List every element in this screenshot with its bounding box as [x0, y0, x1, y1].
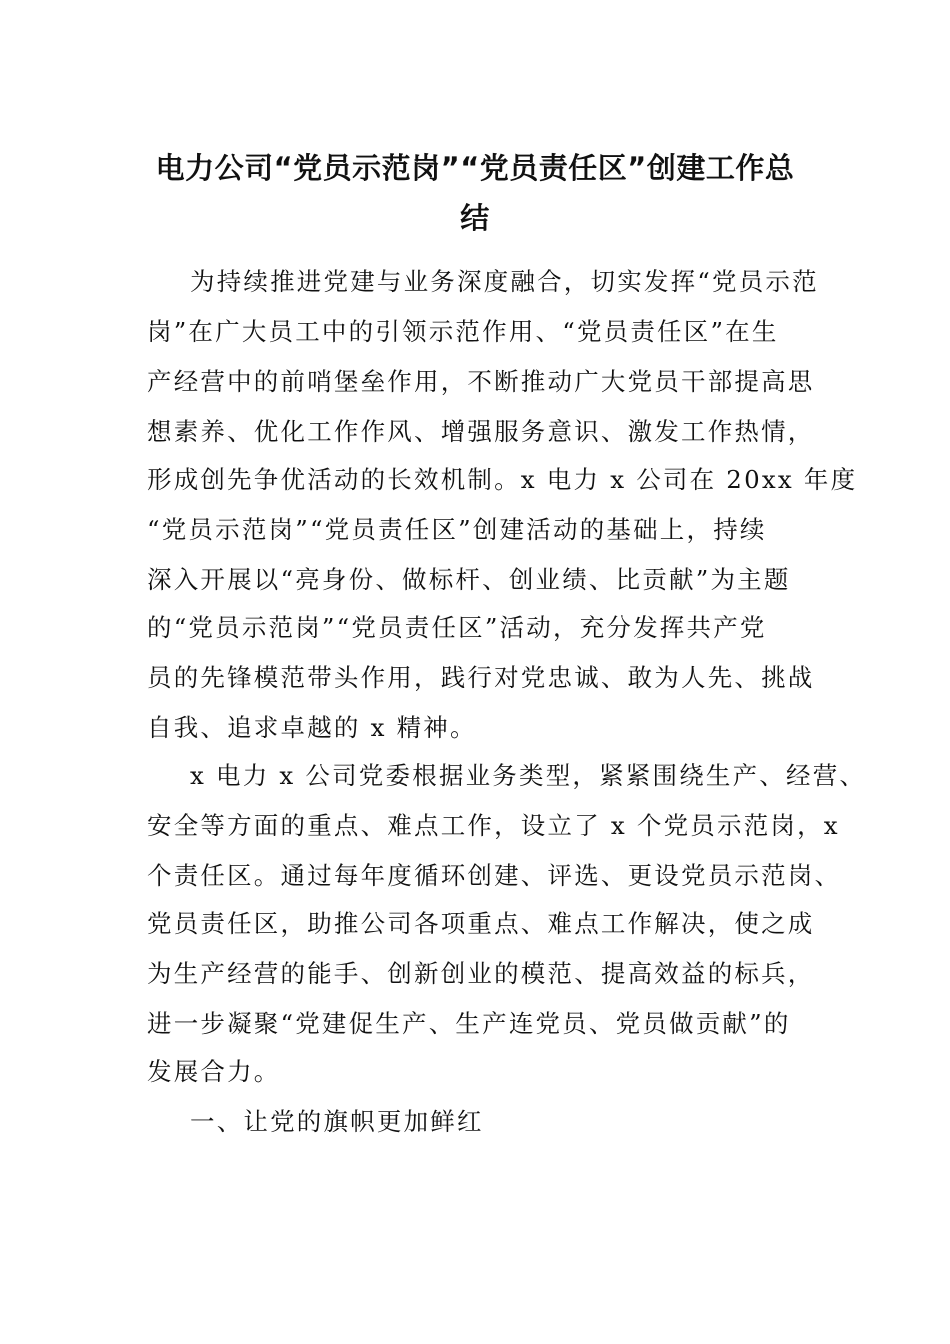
text-line: 员的先锋模范带头作用，践行对党忠诚、敢为人先、挑战: [147, 663, 815, 692]
text-line: 进一步凝聚“党建促生产、生产连党员、党员做贡献”的: [147, 1009, 791, 1038]
text-line: 个责任区。通过每年度循环创建、评选、更设党员示范岗、: [147, 861, 842, 890]
text-line: “党员示范岗”“党员责任区”创建活动的基础上，持续: [147, 515, 767, 544]
text-line: 深入开展以“亮身份、做标杆、创业绩、比贡献”为主题: [147, 565, 791, 594]
text-line: 的“党员示范岗”“党员责任区”活动，充分发挥共产党: [147, 613, 767, 642]
document-title-line-1: 电力公司“党员示范岗”“党员责任区”创建工作总: [155, 151, 795, 185]
text-line: x 电力 x 公司党委根据业务类型，紧紧围绕生产、经营、: [190, 761, 867, 790]
text-line: 为生产经营的能手、创新创业的模范、提高效益的标兵，: [147, 959, 815, 988]
text-line: 发展合力。: [147, 1057, 281, 1086]
text-line: 岗”在广大员工中的引领示范作用、“党员责任区”在生: [147, 317, 779, 346]
text-line: 产经营中的前哨堡垒作用，不断推动广大党员干部提高思: [147, 367, 815, 396]
section-heading-text: 一、让党的旗帜更加鲜红: [190, 1107, 484, 1136]
text-line: 安全等方面的重点、难点工作，设立了 x 个党员示范岗，x: [147, 811, 840, 840]
document-title-line-2: 结: [460, 201, 490, 235]
text-line: 自我、追求卓越的 x 精神。: [147, 713, 477, 742]
text-line: 党员责任区，助推公司各项重点、难点工作解决，使之成: [147, 909, 815, 938]
text-line: 为持续推进党建与业务深度融合，切实发挥“党员示范: [190, 267, 819, 296]
text-line: 想素养、优化工作作风、增强服务意识、激发工作热情，: [147, 417, 815, 446]
text-line: 形成创先争优活动的长效机制。x 电力 x 公司在 20xx 年度: [147, 465, 858, 494]
